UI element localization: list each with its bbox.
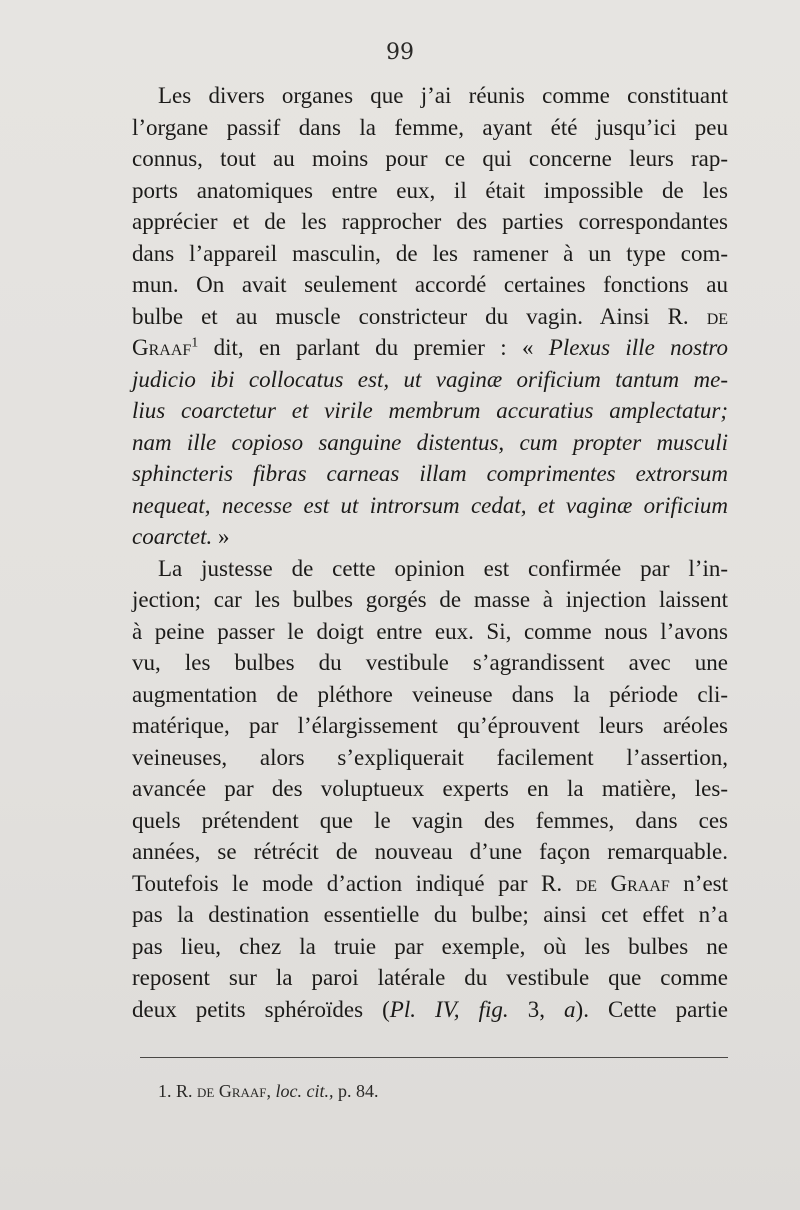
quote-line: sphincteris fibras carneas illam comprimentes extrorsum (132, 461, 728, 486)
author-name-small-caps: de (197, 1081, 215, 1101)
text-line: dans l’appareil masculin, de les ramener à un type com- (132, 240, 728, 266)
text-line: jection; car les bulbes gorgés de masse à injection laissent (132, 587, 728, 612)
footnote (158, 1081, 379, 1102)
quote-line (132, 521, 728, 553)
text-line: quels prétendent que le vagin des femmes, dans ces (132, 807, 728, 833)
text-span: Toutefois le mode d’action indiqué par R. (132, 870, 563, 896)
text-line: matérique, par l’élargissement qu’éprouvent leurs aréoles (132, 713, 728, 738)
text-line: veineuses, alors s’expliquerait facilement l’assertion, (132, 744, 728, 770)
text-line: avancée par des voluptueux experts en la matière, les- (132, 776, 728, 801)
figure-number: 3, (527, 996, 545, 1022)
text-line: ports anatomiques entre eux, il était impossible de les (132, 177, 728, 203)
text-span: dit, en parlant du premier : (213, 335, 507, 360)
text-span: n’est (683, 870, 729, 896)
citation-abbrev: loc. cit., (275, 1081, 334, 1101)
text-line: à peine passer le doigt entre eux. Si, comme nous l’avons (132, 618, 728, 644)
citation-page: p. 84. (338, 1081, 379, 1101)
text-line (132, 332, 728, 364)
footnote-divider (140, 1057, 728, 1058)
text-line: vu, les bulbes du vestibule s’agrandissent avec une (132, 650, 728, 675)
text-line: l’organe passif dans la femme, ayant été jusqu’ici peu (132, 114, 728, 140)
body-text (132, 80, 728, 1025)
text-line: connus, tout au moins pour ce qui concerne leurs rap- (132, 146, 728, 171)
text-line (132, 301, 728, 333)
quote-open: « (521, 335, 534, 360)
quote-line: lius coarctetur et virile membrum accuratius amplectatur; (132, 398, 728, 423)
author-name-small-caps: Graaf (132, 335, 192, 360)
text-line: reposent sur la paroi latérale du vestibule que comme (132, 965, 728, 990)
text-span: bulbe et au muscle constricteur du vagin. Ainsi R. (132, 303, 689, 329)
author-name-small-caps: de (575, 870, 597, 896)
text-line: apprécier et de les rapprocher des parties correspondantes (132, 209, 728, 234)
quote-line: judicio ibi collocatus est, ut vaginæ orificium tantum me- (132, 366, 728, 392)
text-line: augmentation de pléthore veineuse dans la période cli- (132, 681, 728, 707)
footnote-number: 1. R. (158, 1081, 193, 1101)
latin-quote: Plexus ille nostro (548, 335, 729, 360)
text-line: mun. On avait seulement accordé certaines fonctions au (132, 272, 728, 297)
quote-line: nequeat, necesse est ut introrsum cedat, et vaginæ orificium (132, 492, 728, 518)
text-line: Les divers organes que j’ai réunis comme constituant (158, 83, 728, 108)
author-name-small-caps: de (706, 303, 729, 329)
latin-quote: coarctet. (132, 524, 213, 549)
quote-line: nam ille copioso sanguine distentus, cum propter musculi (132, 429, 728, 455)
text-line: pas la destination essentielle du bulbe; ainsi cet effet n’a (132, 902, 728, 927)
figure-letter: a (564, 996, 576, 1022)
page-number: 99 (386, 40, 414, 65)
text-span: ). Cette partie (575, 996, 728, 1022)
quote-close: » (218, 524, 230, 549)
author-name-small-caps: Graaf, (218, 1081, 272, 1101)
text-line (132, 868, 728, 900)
author-name-small-caps: Graaf (610, 870, 670, 896)
footnote-ref: 1 (191, 335, 199, 351)
text-line: années, se rétrécit de nouveau d’une façon remarquable. (132, 839, 728, 864)
text-line: La justesse de cette opinion est confirmée par l’in- (158, 555, 728, 581)
text-line (132, 994, 728, 1026)
text-span: deux petits sphéroïdes ( (132, 996, 390, 1022)
plate-reference: Pl. IV, fig. (389, 996, 509, 1022)
text-line: pas lieu, chez la truie par exemple, où les bulbes ne (132, 933, 728, 959)
